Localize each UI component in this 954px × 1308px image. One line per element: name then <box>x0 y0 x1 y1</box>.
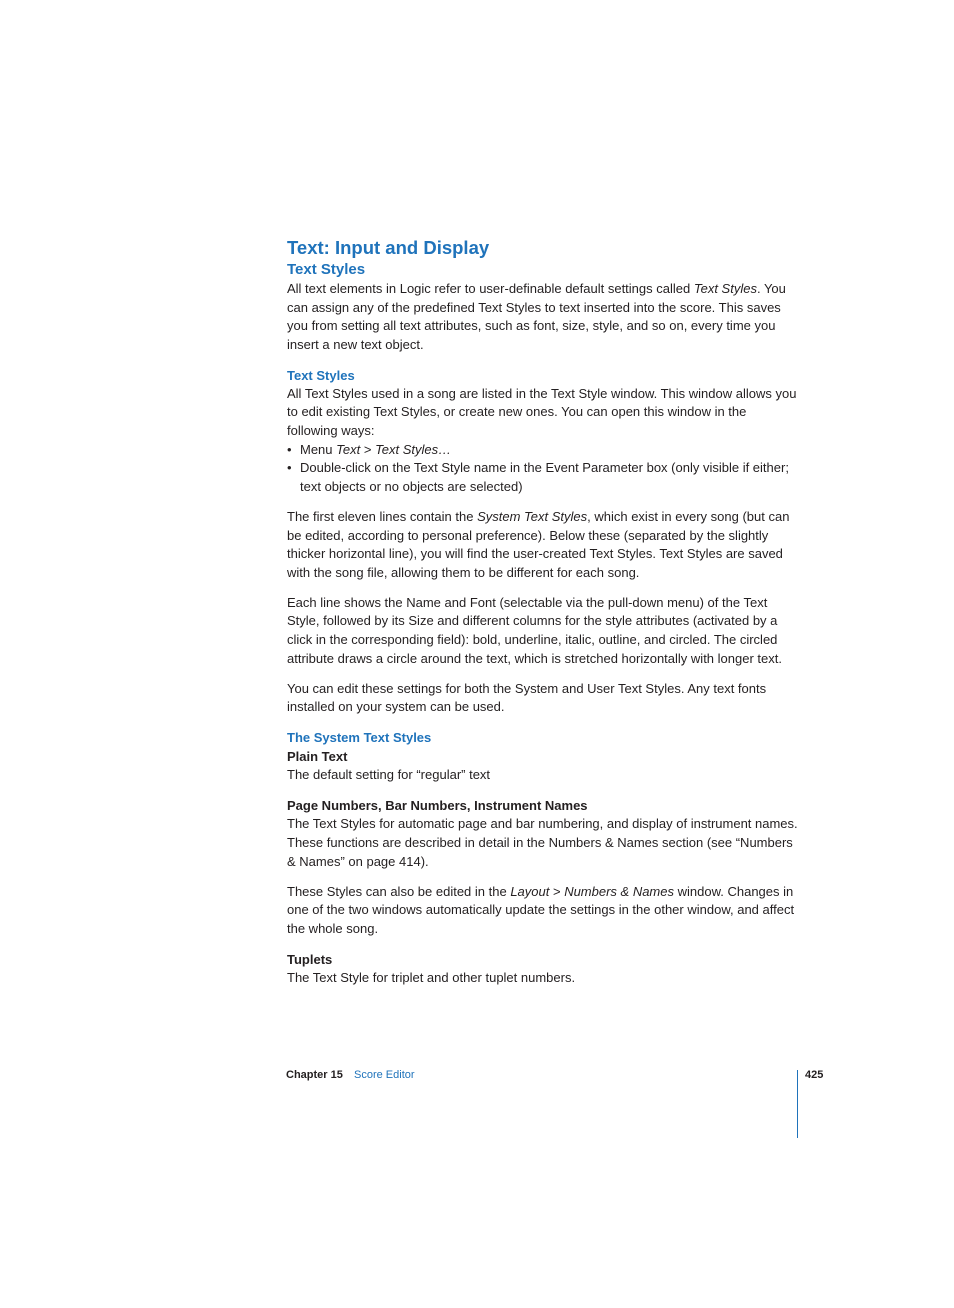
paragraph: Each line shows the Name and Font (selectable via the pull-down menu) of the Text Style, followed by its Size and different columns for the style attributes (activated by a click in the corresponding field): bold, underline, italic, outline, and circled. The circled attribute draws a circle around the text, which is stretched horizontally with longer text. <box>287 594 782 666</box>
paragraph: The first eleven lines contain the System Text Styles, which exist in every song (but can be edited, according to personal preference). Below these (separated by the slightly thicker horizontal line), you will find the user-created Text Styles. Text Styles are saved with the song file, allowing them to be different for each song. <box>287 508 790 580</box>
paragraph: These Styles can also be edited in the Layout > Numbers & Names window. Changes in one of the two windows automatically update the settings in the other window, and affect the whole song. <box>287 883 795 936</box>
paragraph: All Text Styles used in a song are listed in the Text Style window. This window allows you to edit existing Text Styles, or create new ones. You can open this window in the following ways: <box>287 385 797 439</box>
footer-chapter-title: Score Editor <box>354 1069 415 1081</box>
item-title-page-numbers: Page Numbers, Bar Numbers, Instrument Names <box>287 798 588 814</box>
paragraph: The default setting for “regular” text <box>287 767 491 783</box>
bullet-list <box>287 441 799 497</box>
footer-chapter-label: Chapter 15 <box>286 1069 343 1081</box>
page-content <box>287 236 799 988</box>
item-title-plain-text: Plain Text <box>287 749 348 765</box>
list-item: • Menu Text > Text Styles… <box>287 441 452 457</box>
footer-divider <box>797 1070 798 1138</box>
page-footer <box>286 1069 826 1089</box>
section-title: Text Styles <box>287 261 366 278</box>
item-title-tuplets: Tuplets <box>287 952 333 968</box>
subsection-title-text-styles: Text Styles <box>287 367 355 383</box>
subsection-title-system-text-styles: The System Text Styles <box>287 730 432 746</box>
chapter-heading: Text: Input and Display <box>287 237 490 258</box>
paragraph: You can edit these settings for both the System and User Text Styles. Any text fonts installed on your system can be used. <box>287 680 767 715</box>
paragraph: The Text Styles for automatic page and bar numbering, and display of instrument names. These functions are described in detail in the Numbers & Names section (see “Numbers & Names” on page 414). <box>287 816 798 869</box>
list-item: • Double-click on the Text Style name in the Event Parameter box (only visible if either; text objects or no objects are selected) <box>287 460 789 494</box>
intro-paragraph: All text elements in Logic refer to user-definable default settings called Text Styles. You can assign any of the predefined Text Styles to text inserted into the score. This saves you from setting all text attributes, such as font, size, style, and so on, every time you insert a new text object. <box>287 281 786 352</box>
paragraph: The Text Style for triplet and other tuplet numbers. <box>287 970 576 986</box>
page-number: 425 <box>805 1069 824 1081</box>
